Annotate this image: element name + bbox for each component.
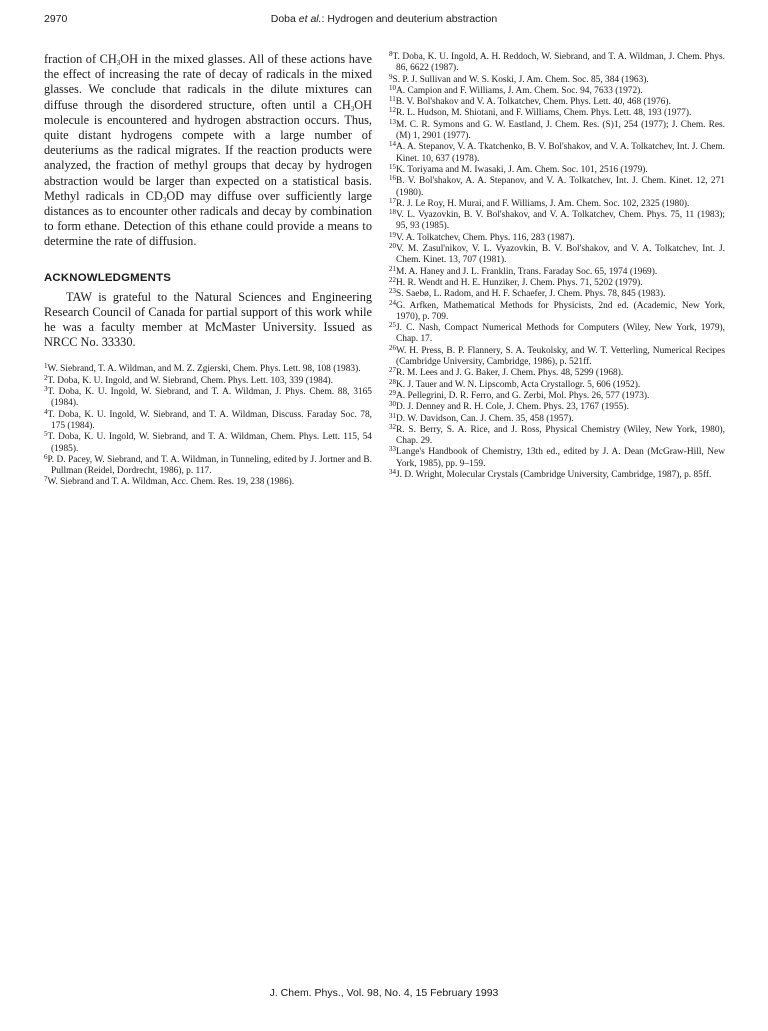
reference-text: W. Siebrand, T. A. Wildman, and M. Z. Zgierski, Chem. Phys. Lett. 98, 108 (1983). xyxy=(47,364,361,375)
reference-number: 24 xyxy=(389,298,396,307)
journal-citation-footer: J. Chem. Phys., Vol. 98, No. 4, 15 February 1993 xyxy=(269,987,499,999)
reference-item xyxy=(389,422,725,448)
reference-item xyxy=(389,388,725,402)
reference-number: 6 xyxy=(44,452,48,461)
reference-number: 3 xyxy=(44,385,48,394)
reference-text: V. M. Zasul'nikov, V. L. Vyazovkin, B. V. Bol'shakov, and V. A. Tolkatchev, Int. J. Chem. Kinet. 13, 707 (1981). xyxy=(396,244,725,266)
reference-text: R. M. Lees and J. G. Baker, J. Chem. Phys. 48, 5299 (1968). xyxy=(396,368,624,379)
reference-number: 5 xyxy=(44,430,48,439)
reference-item xyxy=(389,289,725,300)
reference-number: 1 xyxy=(44,362,48,371)
reference-item xyxy=(389,323,725,346)
reference-item xyxy=(389,447,725,470)
reference-number: 16 xyxy=(389,174,396,183)
reference-number: 33 xyxy=(389,445,396,454)
reference-number: 10 xyxy=(389,83,396,92)
reference-number: 26 xyxy=(389,343,396,352)
reference-text: A. Pellegrini, D. R. Ferro, and G. Zerbi, Mol. Phys. 26, 577 (1973). xyxy=(396,390,650,401)
reference-number: 32 xyxy=(389,422,396,431)
reference-text: J. C. Nash, Compact Numerical Methods for Computers (Wiley, New York, 1979), Chap. 17. xyxy=(396,323,725,345)
reference-number: 34 xyxy=(389,467,396,476)
left-column xyxy=(44,52,372,489)
reference-text: T. Doba, K. U. Ingold, A. H. Reddoch, W. Siebrand, and T. A. Wildman, J. Chem. Phys. 86, 6622 (1987). xyxy=(392,52,725,74)
reference-number: 9 xyxy=(389,72,393,81)
reference-item xyxy=(389,343,725,369)
reference-number: 23 xyxy=(389,287,396,296)
reference-text: R. J. Le Roy, H. Murai, and F. Williams, J. Am. Chem. Soc. 102, 2325 (1980). xyxy=(396,198,690,209)
reference-item xyxy=(389,244,725,267)
reference-item xyxy=(389,142,725,165)
reference-number: 14 xyxy=(389,140,396,149)
running-head-etal: et al. xyxy=(298,13,322,25)
reference-item xyxy=(389,83,725,97)
reference-item xyxy=(389,117,725,143)
reference-text: B. V. Bol'shakov, A. A. Stepanov, and V. A. Tolkatchev, Int. J. Chem. Kinet. 12, 271 (1980). xyxy=(396,176,725,198)
reference-item xyxy=(389,368,725,379)
reference-text: G. Arfken, Mathematical Methods for Physicists, 2nd ed. (Academic, New York, 1970), p. 709. xyxy=(396,300,725,322)
reference-text: P. D. Pacey, W. Siebrand, and T. A. Wildman, in Tunneling, edited by J. Jortner and B. Pullman (Reidel, Dordrecht, 1986), p. 117. xyxy=(47,454,372,477)
reference-number: 30 xyxy=(389,400,396,409)
reference-text: T. Doba, K. U. Ingold, W. Siebrand, and T. A. Wildman, Chem. Phys. Lett. 115, 54 (1985). xyxy=(47,432,372,454)
acknowledgments-text: TAW is grateful to the Natural Sciences and Engineering Research Council of Canada for partial support of this work while he was a faculty member at McMaster University. Issued as NRCC No. 33330. xyxy=(44,289,372,350)
page-number: 2970 xyxy=(44,13,68,25)
reference-text: T. Doba, K. U. Ingold, W. Siebrand, and T. A. Wildman, J. Phys. Chem. 88, 3165 (1984). xyxy=(47,387,372,409)
reference-item xyxy=(44,452,372,478)
reference-text: A. A. Stepanov, V. A. Tkatchenko, B. V. Bol'shakov, and V. A. Tolkatchev, Int. J. Chem. Kinet. 10, 637 (1978). xyxy=(396,142,725,164)
reference-text: W. Siebrand and T. A. Wildman, Acc. Chem. Res. 19, 238 (1986). xyxy=(47,477,295,488)
reference-text: R. S. Berry, S. A. Rice, and J. Ross, Physical Chemistry (Wiley, New York, 1980), Chap. 29. xyxy=(396,424,725,447)
reference-text: H. R. Wendt and H. E. Hunziker, J. Chem. Phys. 71, 5202 (1979). xyxy=(396,277,643,288)
reference-item xyxy=(389,411,725,425)
reference-text: B. V. Bol'shakov and V. A. Tolkatchev, Chem. Phys. Lett. 40, 468 (1976). xyxy=(395,97,671,108)
reference-item xyxy=(389,196,725,210)
reference-item xyxy=(389,72,725,86)
reference-number: 21 xyxy=(389,264,396,273)
reference-number: 7 xyxy=(44,475,48,484)
reference-number: 11 xyxy=(389,95,396,104)
reference-number: 8 xyxy=(389,50,393,58)
reference-item xyxy=(389,467,725,481)
reference-text: V. A. Tolkatchev, Chem. Phys. 116, 283 (1987). xyxy=(396,232,575,243)
reference-item xyxy=(44,364,372,375)
reference-number: 29 xyxy=(389,388,396,397)
reference-item xyxy=(389,97,725,108)
reference-item xyxy=(389,108,725,119)
reference-item xyxy=(389,176,725,199)
reference-item xyxy=(44,407,372,433)
reference-item xyxy=(44,387,372,410)
reference-number: 19 xyxy=(389,230,396,239)
reference-item xyxy=(389,275,725,289)
reference-number: 28 xyxy=(389,377,396,386)
reference-item xyxy=(389,210,725,233)
reference-list-right xyxy=(389,52,725,481)
acknowledgments-heading: ACKNOWLEDGMENTS xyxy=(44,271,172,284)
reference-item xyxy=(389,298,725,324)
reference-item xyxy=(389,377,725,391)
reference-number: 18 xyxy=(389,208,396,217)
reference-item xyxy=(389,230,725,244)
running-header xyxy=(44,13,724,29)
reference-text: K. J. Tauer and W. N. Lipscomb, Acta Crystallogr. 5, 606 (1952). xyxy=(396,379,641,390)
reference-text: K. Toriyama and M. Iwasaki, J. Am. Chem. Soc. 101, 2516 (1979). xyxy=(396,164,648,175)
reference-number: 2 xyxy=(44,373,48,382)
reference-number: 31 xyxy=(389,411,396,420)
reference-text: Lange's Handbook of Chemistry, 13th ed., edited by J. A. Dean (McGraw-Hill, New York, 1985), pp. 9–159. xyxy=(396,447,725,469)
reference-item xyxy=(389,162,725,176)
reference-text: T. Doba, K. U. Ingold, and W. Siebrand, Chem. Phys. Lett. 103, 339 (1984). xyxy=(47,375,333,386)
running-head-title: : Hydrogen and deuterium abstraction xyxy=(321,13,498,25)
reference-text: M. A. Haney and J. L. Franklin, Trans. Faraday Soc. 65, 1974 (1969). xyxy=(396,266,658,277)
reference-number: 27 xyxy=(389,366,396,375)
reference-number: 4 xyxy=(44,407,48,416)
reference-item xyxy=(389,402,725,413)
body-paragraph: fraction of $CH_3OH$ in the mixed glasses. All of these actions have the effect of increasing the rate of decay of radicals in the mixed glasses. We conclude that radicals in the dilute mixtures can diffuse through the disordered structure, often until a $CH_3OH$ molecule is encountered and hydrogen abstraction occurs. Thus, quite distant hydrogens compete with a large number of deuteriums as the radical migrates. If the reaction products were analyzed, the fraction of methyl groups that decay by hydrogen abstraction would be larger than expected on a statistical basis. Methyl radicals in $CD_3OD$ may diffuse over sufficiently large distances as to encounter other radicals and decay by combination to form ethane. Detection of this ethane could provide a means to determine the rate of diffusion. xyxy=(44,52,372,249)
reference-text: S. Saebø, L. Radom, and H. F. Schaefer, J. Chem. Phys. 78, 845 (1983). xyxy=(396,289,666,300)
reference-text: D. W. Davidson, Can. J. Chem. 35, 458 (1957). xyxy=(396,413,574,424)
reference-text: S. P. J. Sullivan and W. S. Koski, J. Am. Chem. Soc. 85, 384 (1963). xyxy=(392,74,649,85)
running-head xyxy=(44,13,724,25)
reference-text: T. Doba, K. U. Ingold, W. Siebrand, and T. A. Wildman, Discuss. Faraday Soc. 78, 175 (1984). xyxy=(47,409,372,431)
reference-text: M. C. R. Symons and G. W. Eastland, J. Chem. Res. (S)1, 254 (1977); J. Chem. Res. (M) 1, 2901 (1977). xyxy=(396,119,725,142)
right-column xyxy=(389,52,725,481)
reference-number: 15 xyxy=(389,162,396,171)
reference-number: 25 xyxy=(389,321,396,330)
reference-number: 12 xyxy=(389,106,396,115)
reference-text: D. J. Denney and R. H. Cole, J. Chem. Phys. 23, 1767 (1955). xyxy=(396,402,629,413)
running-head-authors: Doba xyxy=(270,13,299,25)
reference-item xyxy=(389,264,725,278)
reference-text: J. D. Wright, Molecular Crystals (Cambridge University, Cambridge, 1987), p. 85ff. xyxy=(396,469,712,480)
reference-number: 22 xyxy=(389,275,396,284)
reference-item xyxy=(44,373,372,387)
reference-number: 17 xyxy=(389,196,396,205)
reference-item xyxy=(389,52,725,75)
reference-text: W. H. Press, B. P. Flannery, S. A. Teukolsky, and W. T. Vetterling, Numerical Recipes (Cambridge University, Cambridge, 1986), p. 521ff. xyxy=(396,345,725,368)
reference-number: 13 xyxy=(389,117,396,126)
reference-text: V. L. Vyazovkin, B. V. Bol'shakov, and V. A. Tolkatchev, Chem. Phys. 75, 11 (1983); 95, 93 (1985). xyxy=(396,210,725,232)
reference-text: A. Campion and F. Williams, J. Am. Chem. Soc. 94, 7633 (1972). xyxy=(396,85,643,96)
reference-number: 20 xyxy=(389,242,396,251)
reference-item xyxy=(44,477,372,488)
reference-list-left xyxy=(44,364,372,488)
reference-text: R. L. Hudson, M. Shiotani, and F. Williams, Chem. Phys. Lett. 48, 193 (1977). xyxy=(396,108,692,119)
reference-item xyxy=(44,432,372,455)
